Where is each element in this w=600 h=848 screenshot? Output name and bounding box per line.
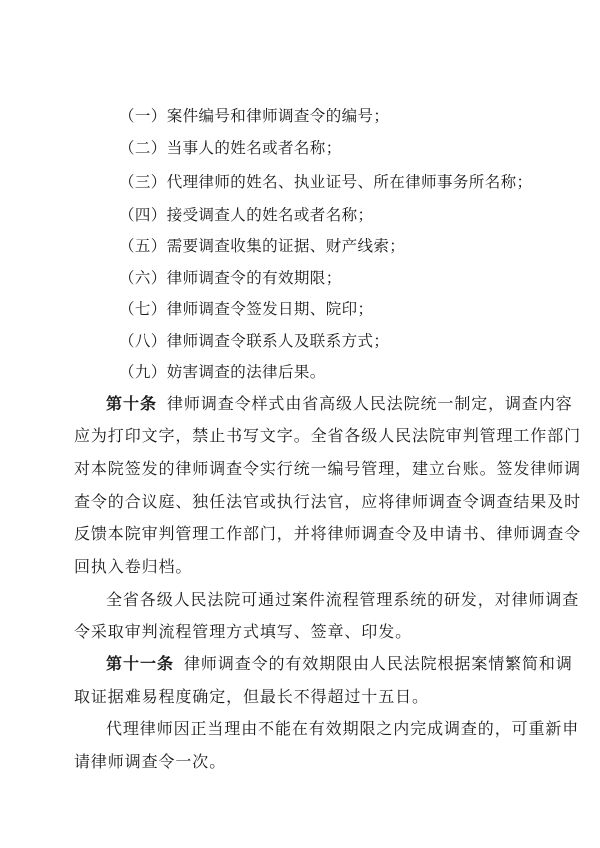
article-11-text: 律师调查令的有效期限由人民法院根据案情繁简和调 xyxy=(184,654,573,673)
article-10-line: 回执入卷归档。 xyxy=(74,557,193,576)
list-item: （八）律师调查令联系人及联系方式； xyxy=(119,332,390,350)
article-10-line xyxy=(106,393,573,415)
list-item: （二）当事人的姓名或者名称； xyxy=(119,139,342,157)
article-10-heading: 第十条 xyxy=(106,394,158,413)
paragraph-line: 全省各级人民法院可通过案件流程管理系统的研发，对律师调查 xyxy=(106,590,580,609)
paragraph-line: 代理律师因正当理由不能在有效期限之内完成调查的，可重新申 xyxy=(106,719,580,738)
list-item: （四）接受调查人的姓名或者名称； xyxy=(119,206,374,224)
list-item: （五）需要调查收集的证据、财产线索； xyxy=(119,237,406,255)
list-item: （一）案件编号和律师调查令的编号； xyxy=(119,107,390,125)
paragraph-line: 令采取审判流程管理方式填写、签章、印发。 xyxy=(74,622,413,641)
article-10-line: 查令的合议庭、独任法官或执行法官，应将律师调查令调查结果及时 xyxy=(74,492,582,511)
article-10-text: 律师调查令样式由省高级人民法院统一制定，调查内容 xyxy=(167,394,573,413)
article-11-heading: 第十一条 xyxy=(106,654,175,673)
article-10-line: 对本院签发的律师调查令实行统一编号管理，建立台账。签发律师调 xyxy=(74,459,582,478)
list-item: （三）代理律师的姓名、执业证号、所在律师事务所名称； xyxy=(119,173,533,191)
list-item: （七）律师调查令签发日期、院印； xyxy=(119,300,374,318)
article-11-line xyxy=(106,653,573,675)
article-10-line: 反馈本院审判管理工作部门，并将律师调查令及申请书、律师调查令 xyxy=(74,524,582,543)
article-10-line: 应为打印文字，禁止书写文字。全省各级人民法院审判管理工作部门 xyxy=(74,426,582,445)
list-item: （六）律师调查令的有效期限； xyxy=(119,269,342,287)
paragraph-line: 请律师调查令一次。 xyxy=(74,752,227,771)
article-11-line: 取证据难易程度确定，但最长不得超过十五日。 xyxy=(74,687,429,706)
list-item: （九）妨害调查的法律后果。 xyxy=(119,363,326,381)
